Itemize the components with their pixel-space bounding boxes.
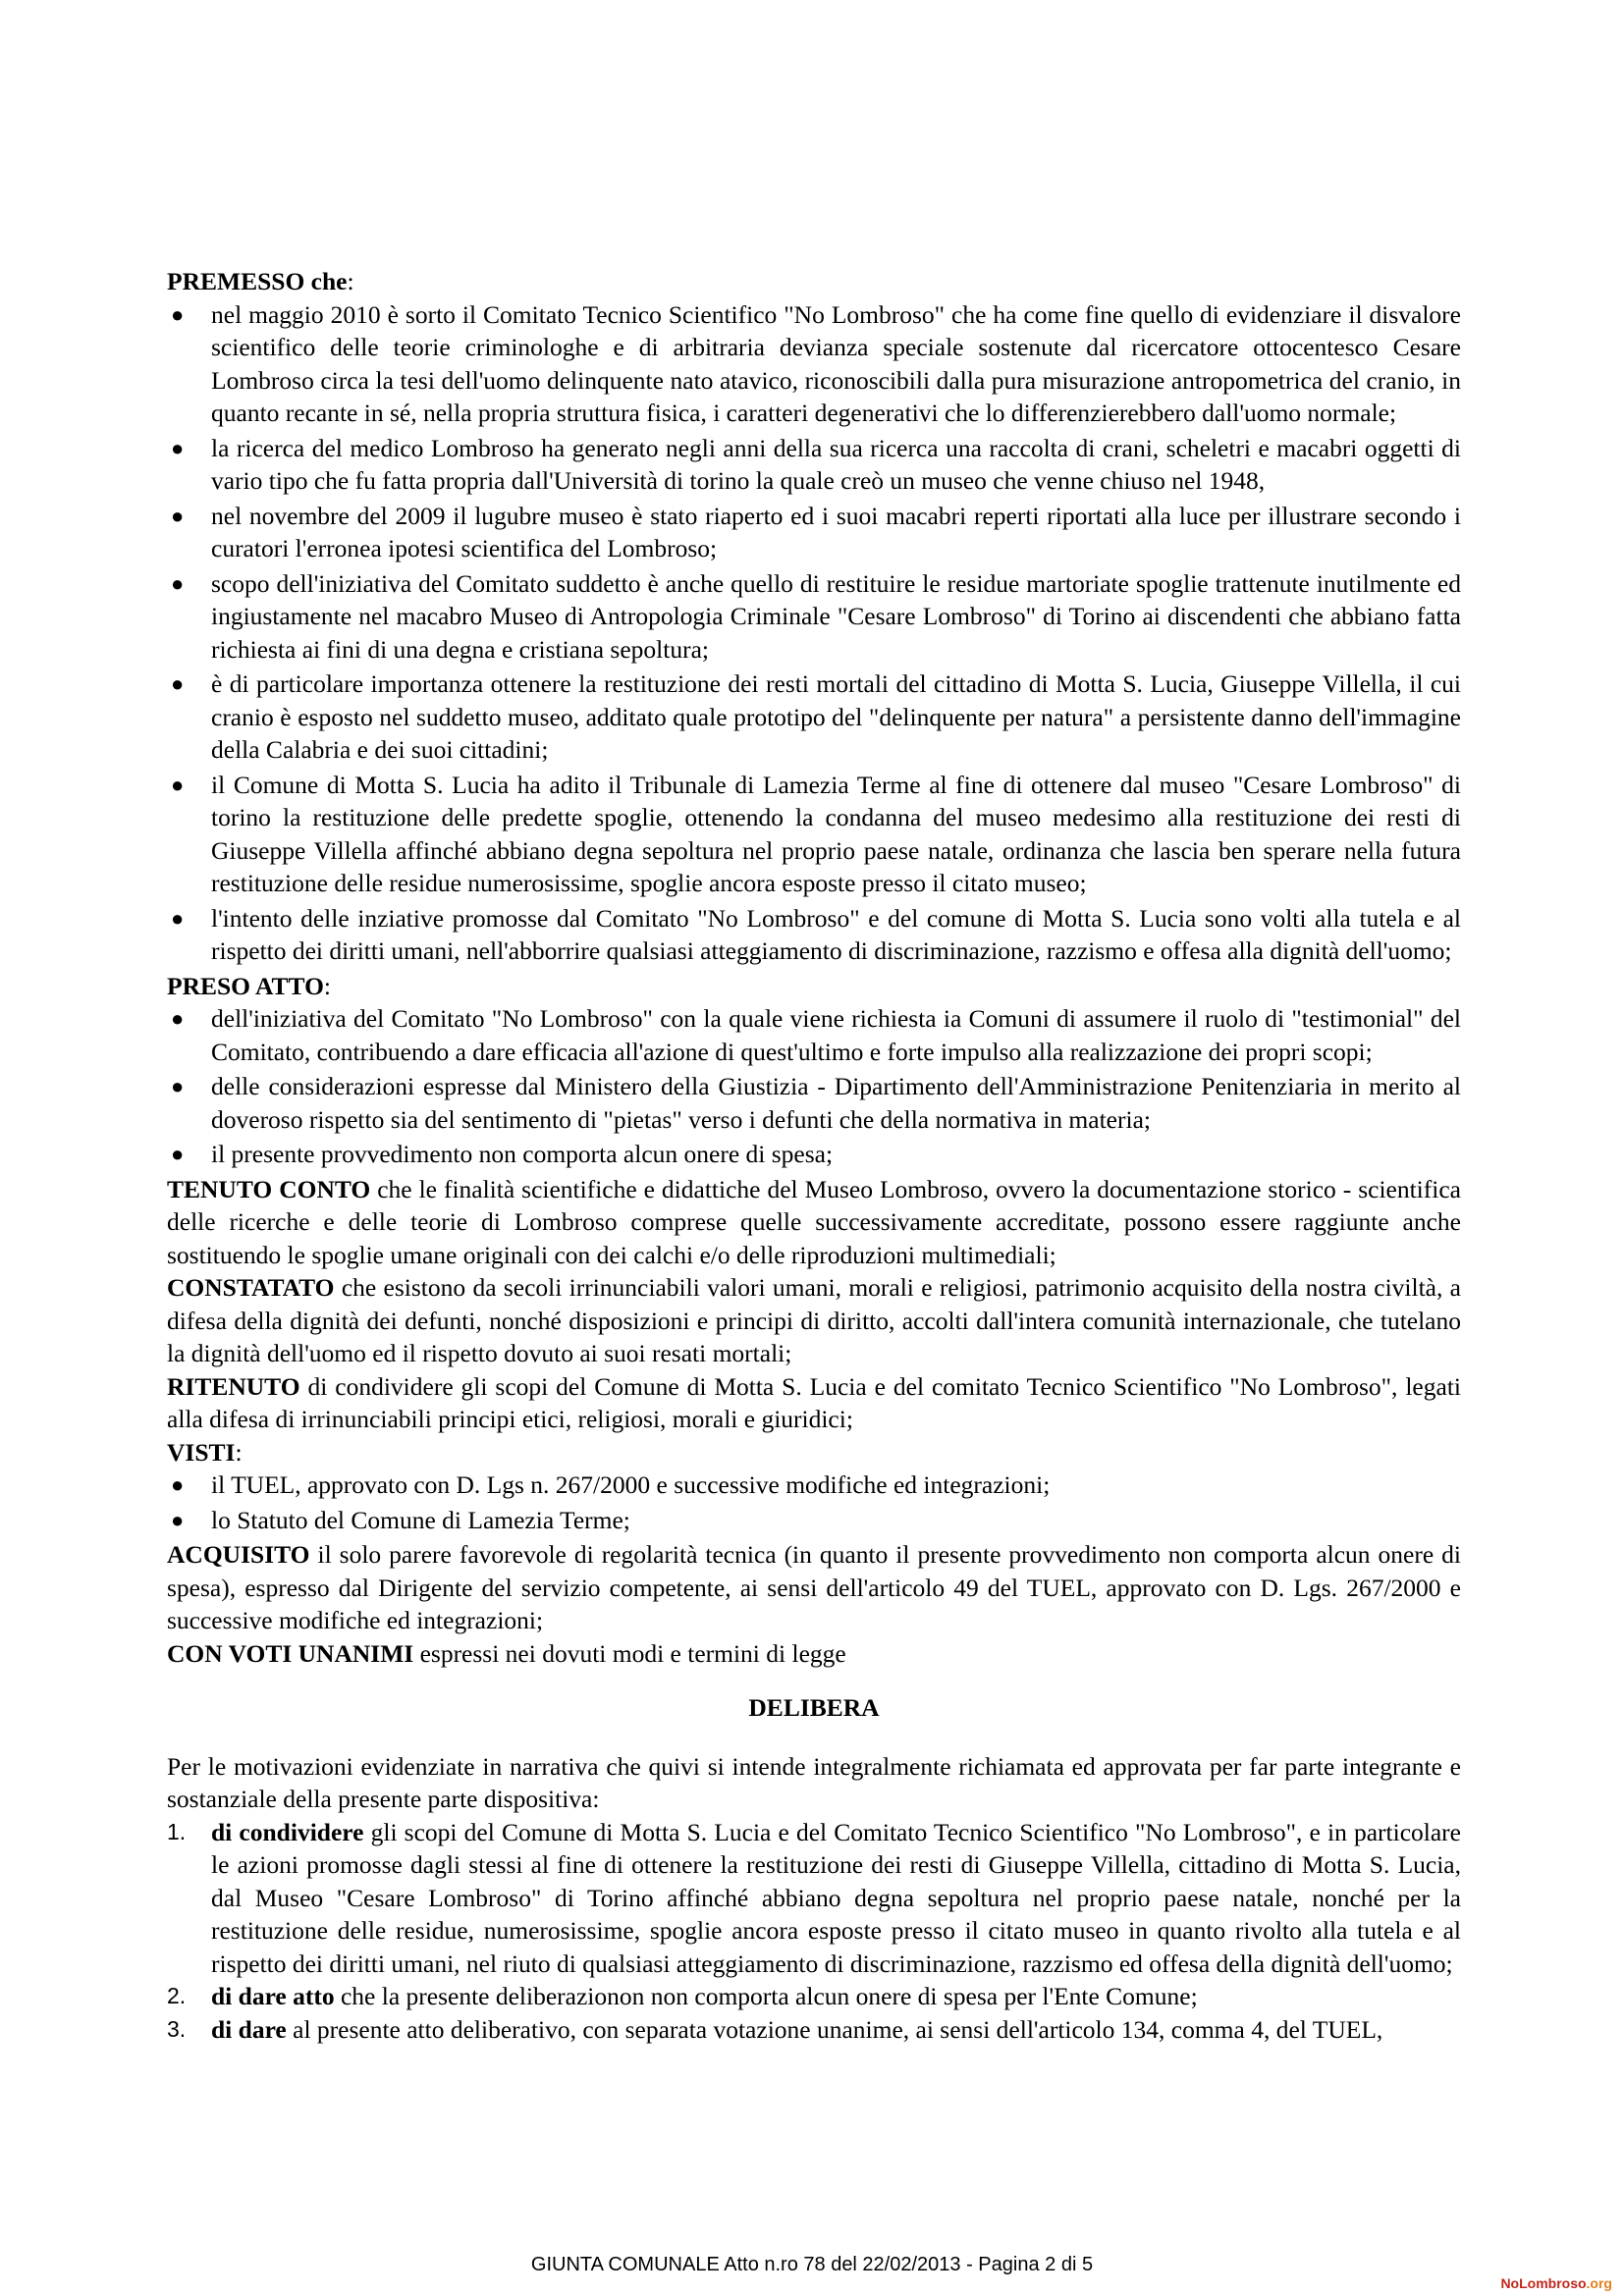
list-item	[167, 1504, 1461, 1537]
item-number: 2.	[167, 1983, 187, 2008]
list-item	[167, 769, 1461, 900]
list-item-text: nel maggio 2010 è sorto il Comitato Tecnico Scientifico "No Lombroso" che ha come fine quello di evidenziare il disvalore scientifico delle teorie criminologhe e di arbitraria devianza speciale sostenute dal ricercatore ottocentesco Cesare Lombroso circa la tesi dell'uomo delinquente nato atavico, riconoscibili dalla pura misurazione antropometrica del cranio, in quanto recante in sé, nella propria struttura fisica, i caratteri degenerativi che lo differenzierebbero dall'uomo normale;	[211, 299, 1461, 427]
preso-atto-heading	[167, 970, 1461, 1003]
visti-heading	[167, 1436, 1461, 1469]
list-item	[167, 567, 1461, 667]
ritenuto-text: di condividere gli scopi del Comune di Motta S. Lucia e del comitato Tecnico Scientifico "No Lombroso", legati alla difesa di irrinunciabili principi etici, religiosi, morali e giuridici;	[167, 1371, 1461, 1433]
bullet-icon: ●	[171, 1142, 185, 1166]
constatato-paragraph	[167, 1271, 1461, 1370]
acquisito-label: ACQUISITO	[167, 1540, 310, 1569]
page-footer: GIUNTA COMUNALE Atto n.ro 78 del 22/02/2013 - Pagina 2 di 5	[530, 2254, 1094, 2275]
list-item-text: il Comune di Motta S. Lucia ha adito il Tribunale di Lamezia Terme al fine di ottenere dal museo "Cesare Lombroso" di torino la restituzione delle predette spoglie, ottenendo la condanna del museo medesimo alla restituzione dei resti di Giuseppe Villella affinché abbiano degna sepoltura nel proprio paese natale, ordinanza che lascia ben sperare nella futura restituzione delle residue numerosissime, spoglie ancora esposte presso il citato museo;	[211, 770, 1461, 897]
list-item-text: delle considerazioni espresse dal Ministero della Giustizia - Dipartimento dell'Amministrazione Penitenziaria in merito al doveroso rispetto sia del sentimento di "pietas" verso i defunti che della normativa in materia;	[211, 1072, 1461, 1134]
list-item-text: nel novembre del 2009 il lugubre museo è stato riaperto ed i suoi macabri reperti riportati alla luce per illustrare secondo i curatori l'erronea ipotesi scientifica del Lombroso;	[211, 501, 1461, 562]
list-item-text: il presente provvedimento non comporta alcun onere di spesa;	[211, 1140, 834, 1168]
bullet-icon: ●	[171, 1472, 185, 1497]
list-item-text: dell'iniziativa del Comitato "No Lombroso" con la quale viene richiesta ia Comuni di assumere il ruolo di "testimonial" del Comitato, contribuendo a dare efficacia all'azione di quest'ultimo e forte impulso alla realizzazione dei propri scopi;	[211, 1004, 1461, 1066]
watermark-name: NoLombroso	[1500, 2275, 1587, 2291]
ritenuto-paragraph	[167, 1370, 1461, 1436]
premesso-list	[167, 298, 1461, 968]
con-voti-label: CON VOTI UNANIMI	[167, 1638, 414, 1668]
bullet-icon: ●	[171, 905, 185, 931]
item-text: al presente atto deliberativo, con separata votazione unanime, ai sensi dell'articolo 134, comma 4, del TUEL,	[286, 2014, 1383, 2044]
watermark-logo	[1500, 2275, 1612, 2291]
list-item-text: la ricerca del medico Lombroso ha generato negli anni della sua ricerca una raccolta di crani, scheletri e macabri oggetti di vario tipo che fu fatta propria dall'Università di torino la quale creò un museo che venne chiuso nel 1948,	[211, 433, 1461, 495]
tenuto-conto-text: che le finalità scientifiche e didattiche del Museo Lombroso, ovvero la documentazione storico - scientifica delle ricerche e delle teorie di Lombroso comprese quelle successivamente accreditate, possono essere raggiunte anche sostituendo le spoglie umane originali con dei calchi e/o delle riproduzioni multimediali;	[167, 1174, 1461, 1269]
item-lead: di dare	[211, 2014, 287, 2044]
list-item	[167, 1138, 1461, 1171]
bullet-icon: ●	[171, 570, 185, 596]
item-number: 3.	[167, 2015, 187, 2042]
con-voti-text: espressi nei dovuti modi e termini di legge	[413, 1638, 846, 1668]
list-item	[167, 1468, 1461, 1502]
visti-colon: :	[235, 1437, 243, 1467]
list-item	[167, 298, 1461, 430]
list-item	[167, 1002, 1461, 1068]
constatato-text: che esistono da secoli irrinunciabili valori umani, morali e religiosi, patrimonio acquisito della nostra civiltà, a difesa della dignità dei defunti, nonché disposizioni e principi di diritto, accolti dall'intera comunità internazionale, che tutelano la dignità dell'uomo ed il rispetto dovuto ai suoi resati mortali;	[167, 1273, 1461, 1367]
premesso-colon: :	[347, 267, 354, 295]
acquisito-text: il solo parere favorevole di regolarità tecnica (in quanto il presente provvedimento non comporta alcun onere di spesa), espresso dal Dirigente del servizio competente, ai sensi dell'articolo 49 del TUEL, approvato con D. Lgs. 267/2000 e successive modifiche ed integrazioni;	[167, 1540, 1461, 1634]
bullet-icon: ●	[171, 503, 185, 528]
premesso-label: PREMESSO che	[167, 267, 348, 295]
visti-label: VISTI	[167, 1437, 236, 1467]
preso-atto-colon: :	[323, 971, 331, 1000]
bullet-icon: ●	[171, 772, 185, 797]
item-lead: di dare atto	[211, 1982, 335, 2010]
document-body	[167, 265, 1461, 2046]
list-item-text: scopo dell'iniziativa del Comitato suddetto è anche quello di restituire le residue martoriate spoglie trattenute inutilmente ed ingiustamente nel macabro Museo di Antropologia Criminale "Cesare Lombroso" di Torino ai discendenti che abbiano fatta richiesta ai fini di una degna e cristiana sepoltura;	[211, 568, 1461, 664]
list-item	[167, 1816, 1461, 1981]
list-item-text: l'intento delle inziative promosse dal Comitato "No Lombroso" e del comune di Motta S. Lucia sono volti alla tutela e al rispetto dei diritti umani, nell'abborrire qualsiasi atteggiamento di discriminazione, razzismo e offesa alla dignità dell'uomo;	[211, 903, 1461, 965]
list-item	[167, 667, 1461, 767]
preso-atto-label: PRESO ATTO	[167, 971, 324, 1000]
item-number: 1.	[167, 1818, 187, 1844]
item-text: che la presente deliberazionon non comporta alcun onere di spesa per l'Ente Comune;	[334, 1982, 1198, 2010]
delibera-list	[167, 1816, 1461, 2047]
list-item	[167, 432, 1461, 498]
watermark-domain: .org	[1586, 2275, 1612, 2291]
bullet-icon: ●	[171, 301, 185, 327]
bullet-icon: ●	[171, 671, 185, 696]
list-item	[167, 1070, 1461, 1136]
list-item-text: lo Statuto del Comune di Lamezia Terme;	[211, 1505, 630, 1534]
bullet-icon: ●	[171, 1507, 185, 1532]
list-item	[167, 500, 1461, 565]
ritenuto-label: RITENUTO	[167, 1371, 300, 1401]
bullet-icon: ●	[171, 1074, 185, 1098]
bullet-icon: ●	[171, 435, 185, 460]
list-item	[167, 1980, 1461, 2013]
visti-list	[167, 1468, 1461, 1536]
item-text: gli scopi del Comune di Motta S. Lucia e del Comitato Tecnico Scientifico "No Lombroso", e in particolare le azioni promosse dagli stessi al fine di ottenere la restituzione dei resti di Giuseppe Villella, cittadino di Motta S. Lucia, dal Museo "Cesare Lombroso" di Torino affinché abbiano degna sepoltura nel proprio paese natale, nonché per la restituzione delle residue, numerosissime, spoglie ancora esposte presso il citato museo in quanto rivolto alla tutela e al rispetto dei diritti umani, nel riuto di qualsiasi atteggiamento di discriminazione, razzismo ed offesa della dignità dell'uomo;	[211, 1817, 1461, 1978]
tenuto-conto-paragraph	[167, 1173, 1461, 1272]
acquisito-paragraph	[167, 1538, 1461, 1637]
list-item-text: il TUEL, approvato con D. Lgs n. 267/2000 e successive modifiche ed integrazioni;	[211, 1470, 1051, 1499]
delibera-intro: Per le motivazioni evidenziate in narrativa che quivi si intende integralmente richiamata ed approvata per far parte integrante e sostanziale della presente parte dispositiva:	[167, 1751, 1461, 1813]
tenuto-conto-label: TENUTO CONTO	[167, 1174, 371, 1203]
bullet-icon: ●	[171, 1006, 185, 1031]
list-item	[167, 902, 1461, 968]
premesso-heading	[167, 265, 1461, 298]
delibera-title: DELIBERA	[748, 1693, 880, 1722]
list-item-text: è di particolare importanza ottenere la restituzione dei resti mortali del cittadino di Motta S. Lucia, Giuseppe Villella, il cui cranio è esposto nel suddetto museo, additato quale prototipo del "delinquente per natura" a persistente danno dell'immagine della Calabria e dei suoi cittadini;	[211, 669, 1461, 764]
con-voti-paragraph	[167, 1637, 1461, 1671]
constatato-label: CONSTATATO	[167, 1273, 335, 1302]
list-item	[167, 2013, 1461, 2047]
preso-atto-list	[167, 1002, 1461, 1171]
item-lead: di condividere	[211, 1817, 364, 1846]
